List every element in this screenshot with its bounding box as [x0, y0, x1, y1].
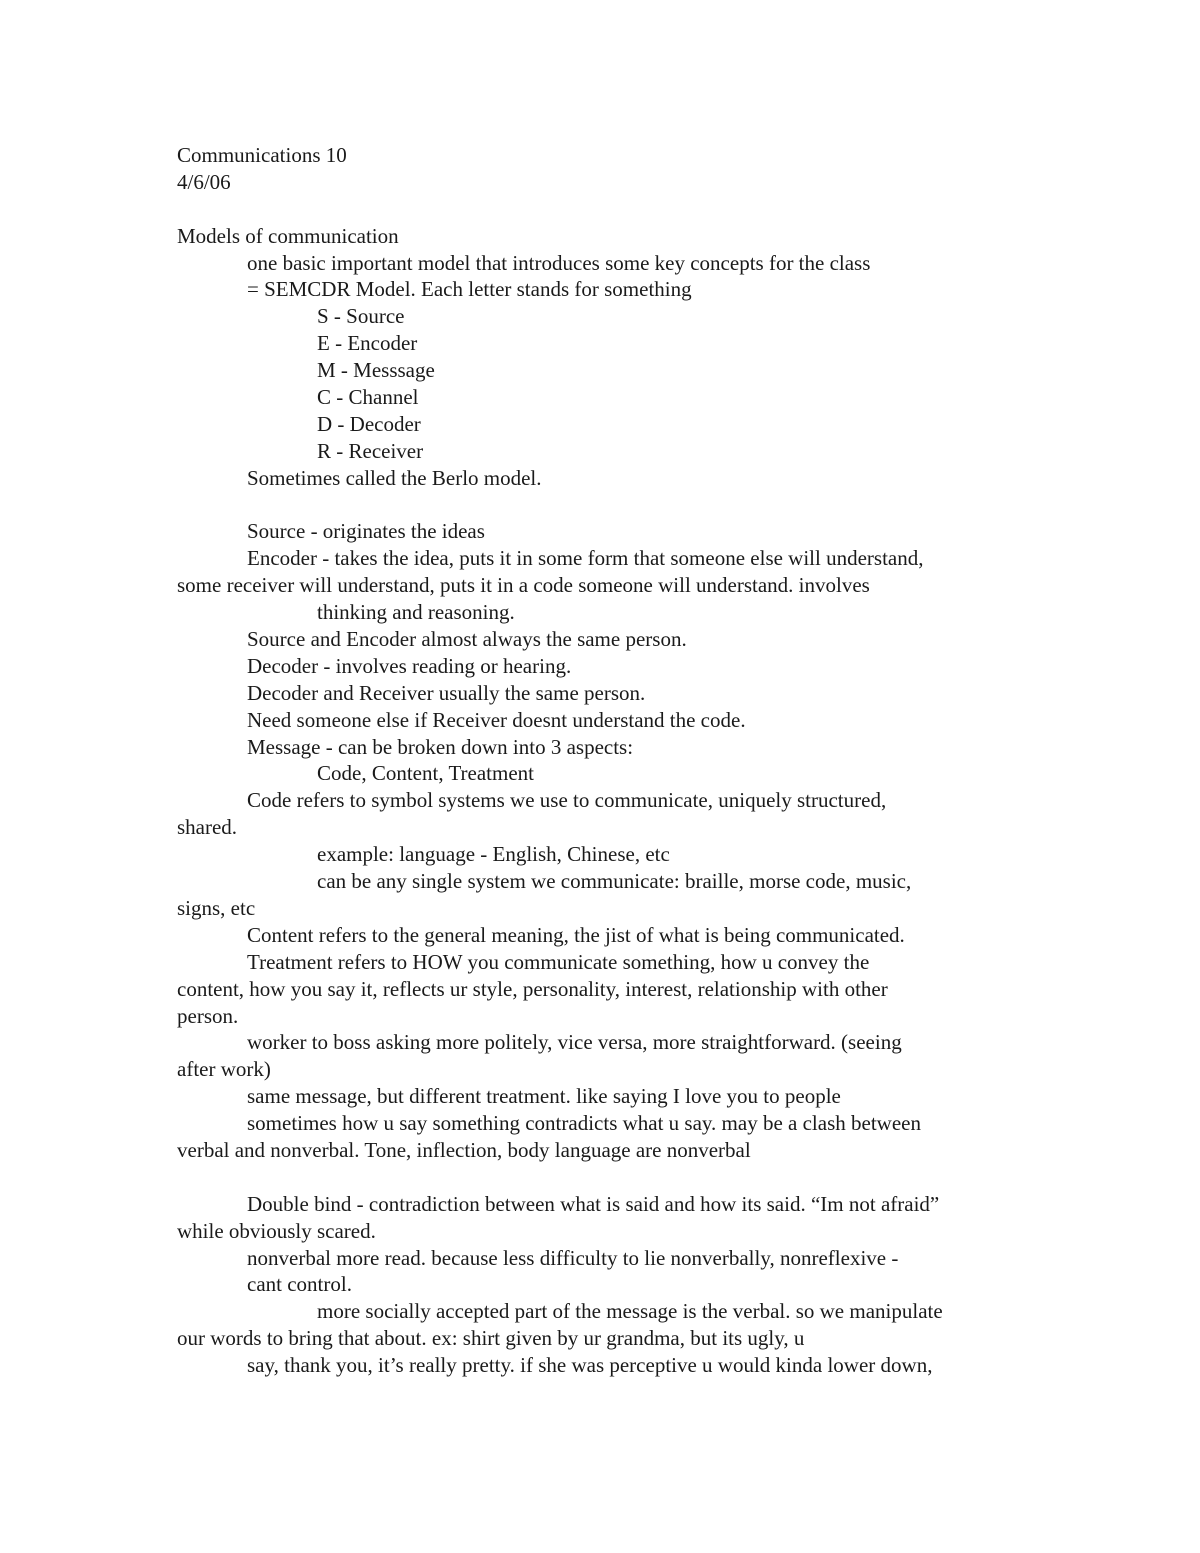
text-line: = SEMCDR Model. Each letter stands for something — [247, 277, 692, 302]
blank-line — [177, 196, 1047, 223]
text-line: while obviously scared. — [177, 1218, 376, 1243]
blank-line — [177, 1164, 1047, 1191]
text-line: cant control. — [247, 1272, 352, 1297]
lecture-notes — [177, 142, 1047, 1379]
model-letter-item: D - Decoder — [317, 411, 421, 436]
text-line: Source and Encoder almost always the same person. — [247, 627, 687, 652]
model-letter-item: R - Receiver — [317, 438, 424, 463]
text-line: example: language - English, Chinese, etc — [317, 842, 670, 867]
text-line: Message - can be broken down into 3 aspects: — [247, 734, 634, 759]
text-line: after work) — [177, 1057, 271, 1082]
text-line: Need someone else if Receiver doesnt understand the code. — [247, 707, 746, 732]
text-line: verbal and nonverbal. Tone, inflection, body language are nonverbal — [177, 1137, 751, 1162]
text-line: worker to boss asking more politely, vice versa, more straightforward. (seeing — [247, 1030, 902, 1055]
text-line: Code refers to symbol systems we use to communicate, uniquely structured, — [247, 788, 887, 813]
text-line: nonverbal more read. because less difficulty to lie nonverbally, nonreflexive - — [247, 1245, 899, 1270]
text-line: content, how you say it, reflects ur style, personality, interest, relationship with other — [177, 976, 888, 1001]
text-line: Decoder - involves reading or hearing. — [247, 653, 572, 678]
text-line: thinking and reasoning. — [317, 600, 515, 625]
text-line: Source - originates the ideas — [247, 519, 485, 544]
text-line: Content refers to the general meaning, the jist of what is being communicated. — [247, 922, 905, 947]
text-line: shared. — [177, 815, 238, 840]
text-line: Decoder and Receiver usually the same person. — [247, 680, 646, 705]
text-line: Double bind - contradiction between what is said and how its said. “Im not afraid” — [247, 1191, 940, 1216]
text-line: Sometimes called the Berlo model. — [247, 465, 542, 490]
text-line: Treatment refers to HOW you communicate something, how u convey the — [247, 949, 870, 974]
text-line: one basic important model that introduces some key concepts for the class — [247, 250, 871, 275]
model-letter-item: E - Encoder — [317, 331, 418, 356]
model-letter-item: M - Messsage — [317, 358, 435, 383]
text-line: Code, Content, Treatment — [317, 761, 534, 786]
text-line: signs, etc — [177, 895, 256, 920]
blank-line — [177, 492, 1047, 519]
text-line: same message, but different treatment. like saying I love you to people — [247, 1084, 841, 1109]
text-line: sometimes how u say something contradicts what u say. may be a clash between — [247, 1111, 921, 1136]
document-date: 4/6/06 — [177, 169, 231, 194]
document-title: Communications 10 — [177, 143, 347, 167]
text-line: person. — [177, 1003, 239, 1028]
model-letter-item: S - Source — [317, 304, 405, 329]
section-heading: Models of communication — [177, 223, 399, 248]
text-line: can be any single system we communicate: braille, morse code, music, — [317, 869, 912, 894]
text-line: our words to bring that about. ex: shirt given by ur grandma, but its ugly, u — [177, 1326, 805, 1351]
text-line: Encoder - takes the idea, puts it in some form that someone else will understand, — [247, 546, 924, 571]
text-line: say, thank you, it’s really pretty. if she was perceptive u would kinda lower down, — [247, 1353, 933, 1378]
text-line: more socially accepted part of the message is the verbal. so we manipulate — [317, 1299, 943, 1324]
model-letter-item: C - Channel — [317, 385, 419, 410]
text-line: some receiver will understand, puts it in a code someone will understand. involves — [177, 573, 870, 598]
